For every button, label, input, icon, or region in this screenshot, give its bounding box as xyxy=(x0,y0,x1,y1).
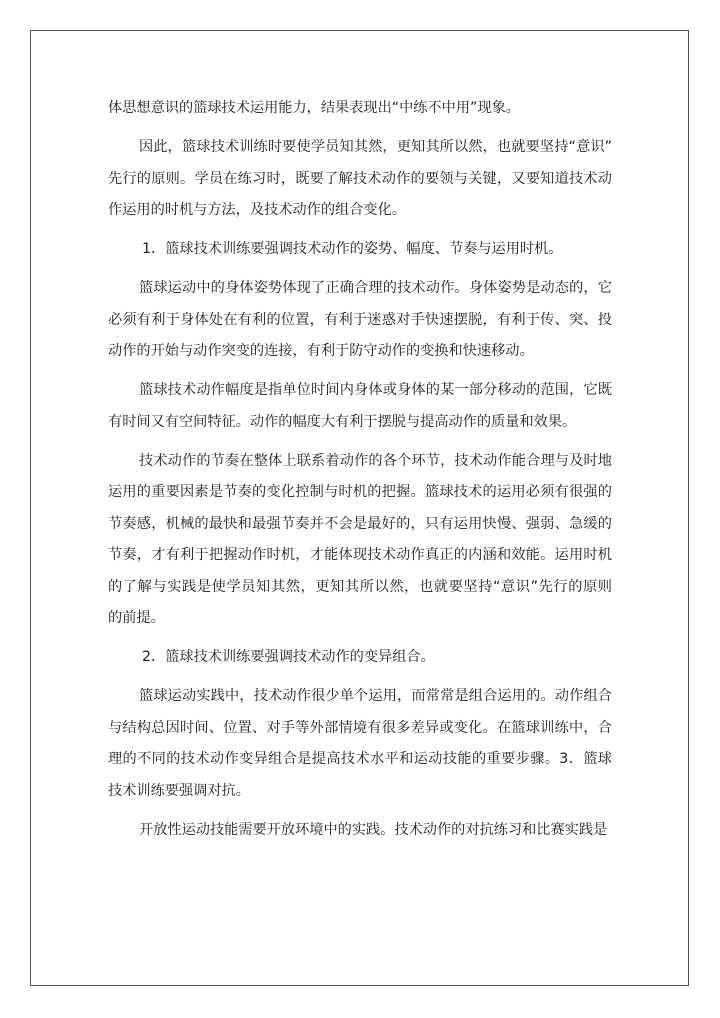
paragraph-line: 先行的原则。学员在练习时，既要了解技术动作的要领与关键，又要知道技术动 xyxy=(108,170,612,187)
paragraph-line: 开放性运动技能需要开放环境中的实践。技术动作的对抗练习和比赛实践是 xyxy=(139,821,608,838)
paragraph-line: 运用的重要因素是节奏的变化控制与时机的把握。篮球技术的运用必须有很强的 xyxy=(108,484,612,500)
paragraph-line: 因此，篮球技术训练时要使学员知其然，更知其所以然，也就要坚持“意识” xyxy=(139,139,612,155)
paragraph-line: 理的不同的技术动作变异组合是提高技术水平和运动技能的重要步骤。3．篮球 xyxy=(108,751,612,767)
section-heading: 1．篮球技术训练要强调技术动作的姿势、幅度、节奏与运用时机。 xyxy=(142,241,563,257)
document-body xyxy=(108,93,612,846)
paragraph-line: 的前提。 xyxy=(108,610,165,626)
paragraph-line: 作运用的时机与方法，及技术动作的组合变化。 xyxy=(108,202,406,218)
paragraph-line: 与结构总因时间、位置、对手等外部情境有很多差异或变化。在篮球训练中，合 xyxy=(108,719,612,736)
paragraph-line: 技术训练要强调对抗。 xyxy=(108,782,250,799)
paragraph-line: 有时间又有空间特征。动作的幅度大有利于摆脱与提高动作的质量和效果。 xyxy=(108,413,577,430)
paragraph-line: 必须有利于身体处在有利的位置，有利于迷惑对手快速摆脱，有利于传、突、投 xyxy=(108,311,612,328)
paragraph-line: 技术动作的节奏在整体上联系着动作的各个环节，技术动作能合理与及时地 xyxy=(139,452,612,469)
paragraph-line: 节奏，才有利于把握动作时机，才能体现技术动作真正的内涵和效能。运用时机 xyxy=(108,547,612,563)
paragraph-line: 篮球技术动作幅度是指单位时间内身体或身体的某一部分移动的范围，它既 xyxy=(139,382,612,398)
paragraph-line: 篮球运动实践中，技术动作很少单个运用，而常常是组合运用的。动作组合 xyxy=(139,688,612,704)
paragraph-line: 动作的开始与动作突变的连接，有利于防守动作的变换和快速移动。 xyxy=(108,343,534,359)
paragraph-line: 篮球运动中的身体姿势体现了正确合理的技术动作。身体姿势是动态的，它 xyxy=(139,280,612,296)
paragraph-line: 体思想意识的篮球技术运用能力，结果表现出“中练不中用”现象。 xyxy=(108,100,520,116)
section-heading: 2．篮球技术训练要强调技术动作的变异组合。 xyxy=(142,649,435,665)
paragraph-line: 节奏感，机械的最快和最强节奏并不会是最好的，只有运用快慢、强弱、急缓的 xyxy=(108,515,612,532)
paragraph-line: 的了解与实践是使学员知其然，更知其所以然，也就要坚持“意识”先行的原则 xyxy=(108,578,612,595)
